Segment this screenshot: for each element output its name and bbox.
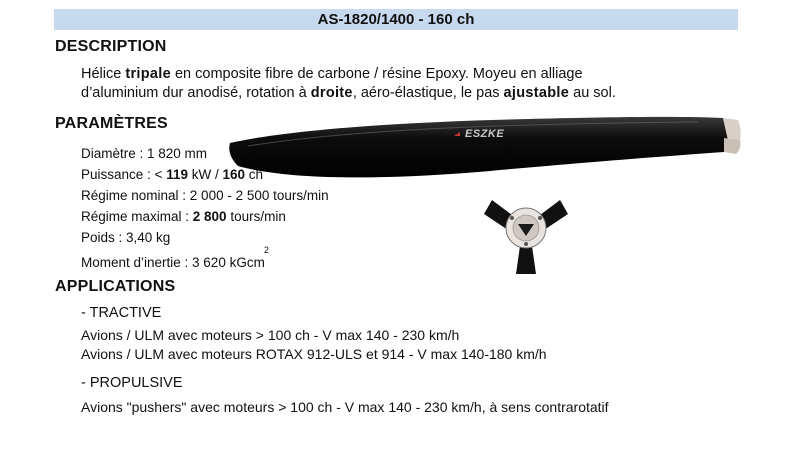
document-title: AS-1820/1400 - 160 ch [317, 11, 475, 28]
applications-heading: APPLICATIONS [55, 278, 176, 295]
description-line-1 [81, 65, 736, 84]
param-max-rpm-value: 2 800 [192, 209, 227, 224]
description-heading: DESCRIPTION [55, 38, 167, 55]
description-text-segment: Hélice [81, 66, 126, 82]
param-diametre: Diamètre : 1 820 mm [81, 146, 208, 161]
parameters-heading: PARAMÈTRES [55, 115, 168, 132]
propulsive-label: - PROPULSIVE [81, 375, 183, 391]
description-text-segment: , aéro-élastique, le pas [352, 85, 504, 101]
propulsive-line-1: Avions "pushers" avec moteurs > 100 ch - V max 140 - 230 km/h, à sens contrarotatif [81, 399, 609, 415]
param-moment [81, 245, 329, 275]
description-text-segment: au sol. [569, 85, 616, 101]
param-regime-maximal [81, 206, 329, 227]
blade-logo: ESZKE [465, 128, 505, 140]
param-text-segment: Puissance : < [81, 167, 167, 182]
param-moment-text: Moment d’inertie : 3 620 kGcm [81, 255, 265, 270]
description-bold-ajustable: ajustable [503, 85, 570, 101]
param-text-segment: ch [245, 167, 264, 182]
param-moment-exponent: 2 [263, 245, 269, 255]
param-text-segment: kW / [187, 167, 223, 182]
propeller-blade-image [228, 100, 746, 200]
description-text [81, 65, 736, 103]
param-text-segment: Régime maximal : [81, 209, 193, 224]
propeller-hub-image [478, 188, 574, 276]
tractive-label: - TRACTIVE [81, 305, 162, 321]
description-bold-droite: droite [310, 85, 353, 101]
description-text-segment: en composite fibre de carbone / résine Epoxy. Moyeu en alliage [170, 66, 583, 82]
param-text-segment: tours/min [226, 209, 286, 224]
title-bar [54, 9, 738, 30]
hub-blade-bottom [516, 246, 536, 274]
description-text-segment: d’aluminium dur anodisé, rotation à [81, 85, 311, 101]
description-bold-tripale: tripale [125, 66, 171, 82]
blade-shape [229, 117, 728, 177]
param-ch-value: 160 [222, 167, 245, 182]
param-kw-value: 119 [166, 167, 188, 182]
param-poids: Poids : 3,40 kg [81, 230, 171, 245]
param-regime-nominal: Régime nominal : 2 000 - 2 500 tours/min [81, 188, 329, 203]
tractive-line-2: Avions / ULM avec moteurs ROTAX 912-ULS et 914 - V max 140-180 km/h [81, 346, 547, 362]
tractive-line-1: Avions / ULM avec moteurs > 100 ch - V max 140 - 230 km/h [81, 327, 460, 343]
